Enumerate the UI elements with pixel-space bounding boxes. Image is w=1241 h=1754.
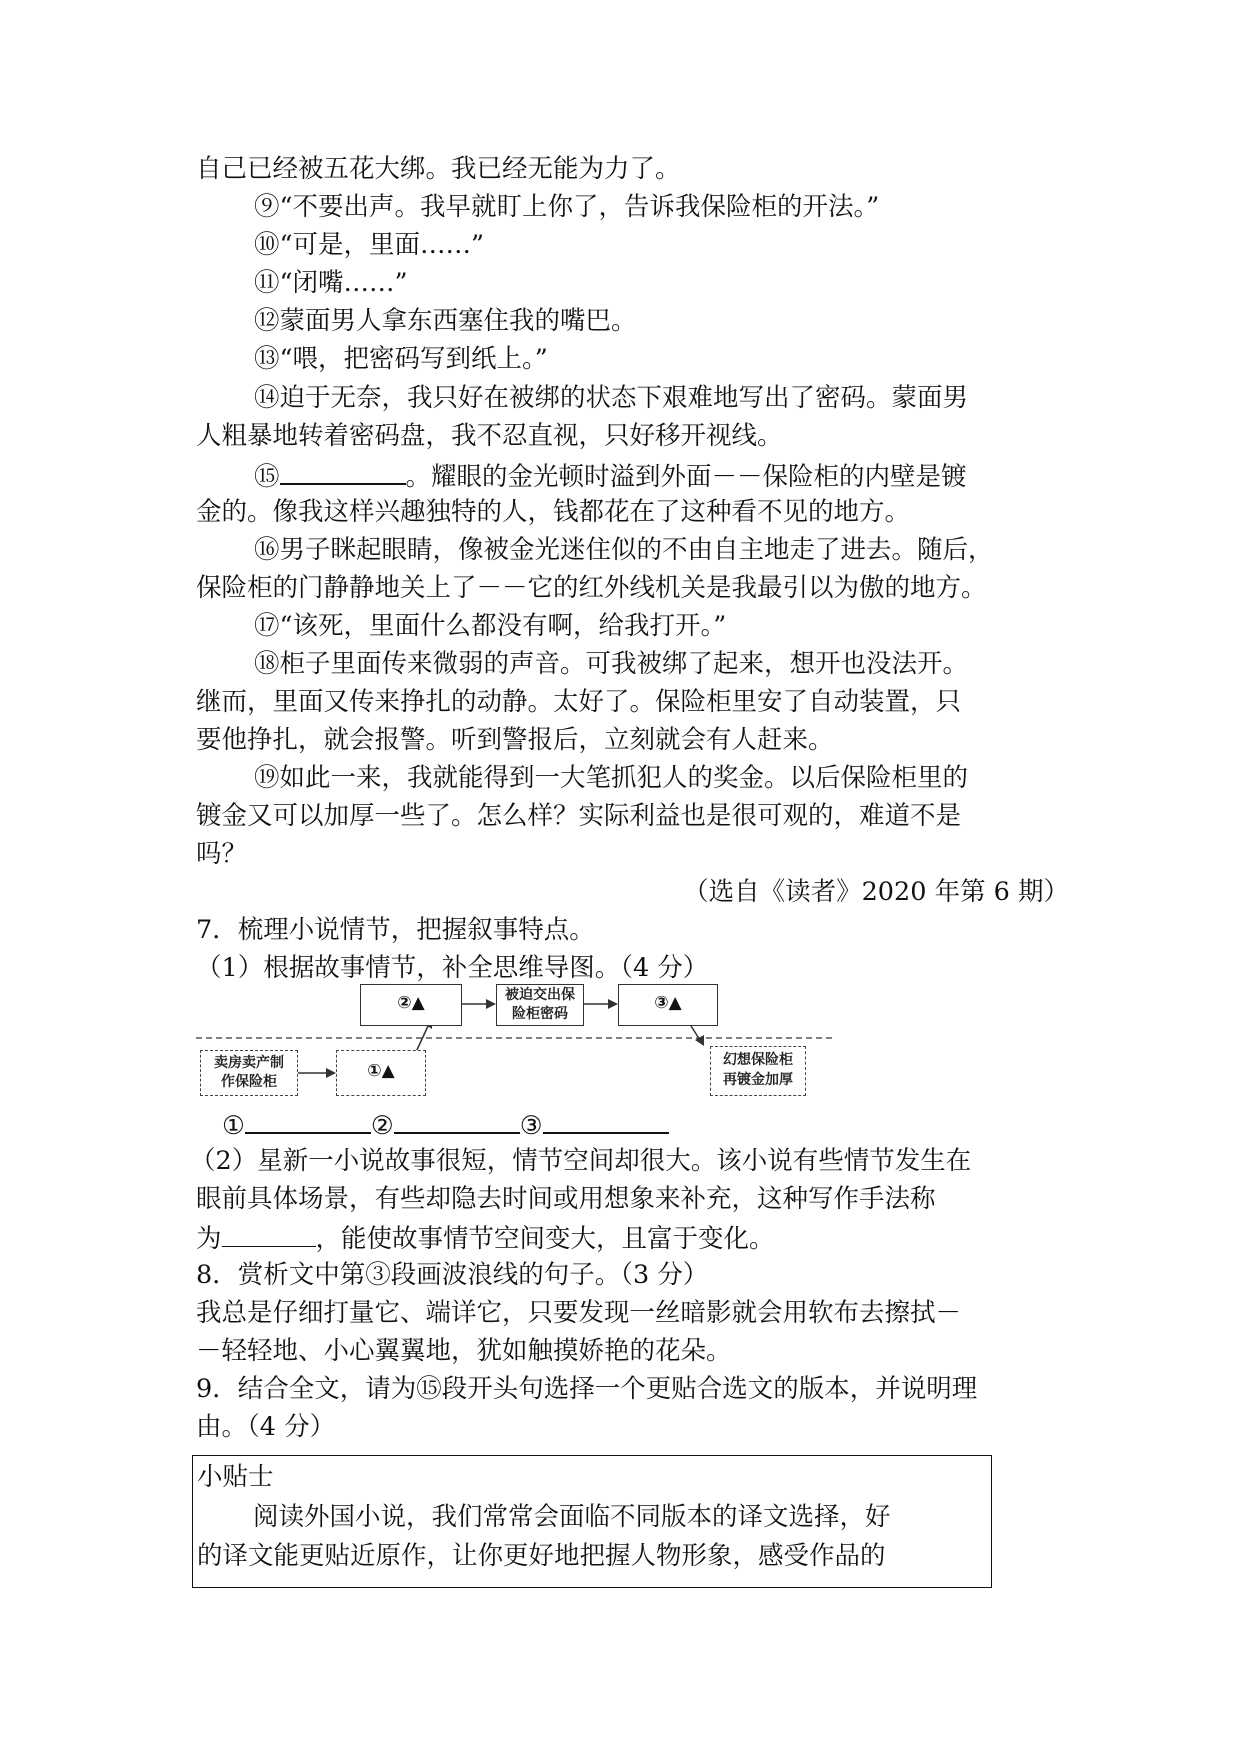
paragraph-19: ⑲如此一来，我就能得到一大笔抓犯人的奖金。以后保险柜里的 (254, 763, 969, 793)
mind-map-diagram (196, 982, 836, 1107)
box-3 (618, 984, 718, 1026)
paragraph-line: 继而，里面又传来挣扎的动静。太好了。保险柜里安了自动装置，只 (196, 687, 962, 717)
question-8-quote-line1: 我总是仔细打量它、端详它，只要发现一丝暗影就会用软布去擦拭－ (196, 1298, 962, 1328)
paragraph-11: ⑪“闭嘴……” (254, 268, 408, 298)
box-mid-line2: 险柜密码 (512, 1006, 568, 1022)
paragraph-13: ⑬“喂，把密码写到纸上。” (254, 344, 548, 374)
sub2-suffix: ，能使故事情节空间变大，且富于变化。 (315, 1224, 775, 1254)
box-2-label: ②▲ (397, 993, 425, 1013)
blank-label-2: ② (370, 1111, 394, 1141)
question-7-sub2-line1: （2）星新一小说故事很短，情节空间却很大。该小说有些情节发生在 (190, 1146, 972, 1176)
paragraph-10: ⑩“可是，里面……” (254, 230, 485, 260)
box-2 (360, 984, 462, 1026)
paragraph-line: 人粗暴地转着密码盘，我不忍直视，只好移开视线。 (196, 421, 783, 451)
box-mid (496, 984, 584, 1026)
arrow-1-to-2 (416, 1026, 428, 1052)
answer-blank-3[interactable] (543, 1106, 669, 1134)
question-7-sub2-line3 (196, 1220, 775, 1256)
tip-box (192, 1455, 992, 1588)
box-1-label: ①▲ (367, 1061, 395, 1081)
sub2-prefix: 为 (196, 1224, 222, 1254)
arrow-3-to-end (691, 1026, 700, 1040)
paragraph-number: ⑮ (254, 462, 280, 492)
arrow-head (695, 1035, 704, 1046)
paragraph-12: ⑫蒙面男人拿东西塞住我的嘴巴。 (254, 306, 637, 336)
paragraph-line: 要他挣扎，就会报警。听到警报后，立刻就会有人赶来。 (196, 725, 834, 755)
answer-blank-1[interactable] (245, 1106, 371, 1134)
paragraph-18: ⑱柜子里面传来微弱的声音。可我被绑了起来，想开也没法开。 (254, 649, 969, 679)
arrow-head (326, 1068, 336, 1078)
box-start-line2: 作保险柜 (221, 1074, 277, 1090)
arrow-head (486, 999, 496, 1009)
paragraph-15 (254, 457, 967, 494)
box-1 (336, 1050, 426, 1096)
box-end (710, 1046, 806, 1096)
tip-line2: 的译文能更贴近原作，让你更好地把握人物形象，感受作品的 (197, 1541, 886, 1571)
question-7-title: 7．梳理小说情节，把握叙事特点。 (196, 915, 595, 945)
box-start (200, 1050, 298, 1096)
paragraph-16: ⑯男子眯起眼睛，像被金光迷住似的不由自主地走了进去。随后， (254, 535, 994, 565)
source-citation: （选自《读者》2020 年第 6 期） (683, 877, 1069, 907)
paragraph-line: 吗？ (196, 839, 248, 869)
paragraph-14: ⑭迫于无奈，我只好在被绑的状态下艰难地写出了密码。蒙面男 (254, 383, 969, 413)
box-start-line1: 卖房卖产制 (214, 1055, 284, 1071)
paragraph-17: ⑰“该死，里面什么都没有啊，给我打开。” (254, 611, 727, 641)
question-9-line2: 由。（4 分） (196, 1412, 336, 1442)
question-7-sub1: （1）根据故事情节，补全思维导图。（4 分） (196, 953, 709, 983)
box-3-label: ③▲ (654, 993, 682, 1013)
answer-blank[interactable] (280, 457, 406, 485)
paragraph-line: 保险柜的门静静地关上了－－它的红外线机关是我最引以为傲的地方。 (196, 573, 987, 603)
blank-label-1: ① (222, 1111, 245, 1141)
paragraph-line: 镀金又可以加厚一些了。怎么样？实际利益也是很可观的，难道不是 (196, 801, 962, 831)
arrow-head (608, 999, 618, 1009)
paragraph-line: 金的。像我这样兴趣独特的人，钱都花在了这种看不见的地方。 (196, 497, 911, 527)
answer-blanks-row (222, 1106, 669, 1143)
blank-label-3: ③ (519, 1111, 543, 1141)
question-8-title: 8．赏析文中第③段画波浪线的句子。（3 分） (196, 1260, 709, 1290)
answer-blank-2[interactable] (394, 1106, 520, 1134)
box-mid-line1: 被迫交出保 (505, 987, 575, 1003)
question-8-quote-line2: －轻轻地、小心翼翼地，犹如触摸娇艳的花朵。 (196, 1336, 732, 1366)
paragraph-text: 。耀眼的金光顿时溢到外面－－保险柜的内壁是镀 (405, 462, 967, 492)
tip-title: 小贴士 (197, 1462, 274, 1492)
question-9-line1: 9．结合全文，请为⑮段开头句选择一个更贴合选文的版本，并说明理 (196, 1374, 978, 1404)
paragraph-9: ⑨“不要出声。我早就盯上你了，告诉我保险柜的开法。” (254, 192, 880, 222)
box-end-line2: 再镀金加厚 (723, 1072, 793, 1088)
question-7-sub2-line2: 眼前具体场景，有些却隐去时间或用想象来补充，这种写作手法称 (196, 1184, 936, 1214)
tip-line1: 阅读外国小说，我们常常会面临不同版本的译文选择，好 (253, 1502, 891, 1532)
box-end-line1: 幻想保险柜 (723, 1052, 793, 1068)
paragraph-line: 自己已经被五花大绑。我已经无能为力了。 (196, 154, 681, 184)
answer-blank-technique[interactable] (222, 1220, 316, 1247)
